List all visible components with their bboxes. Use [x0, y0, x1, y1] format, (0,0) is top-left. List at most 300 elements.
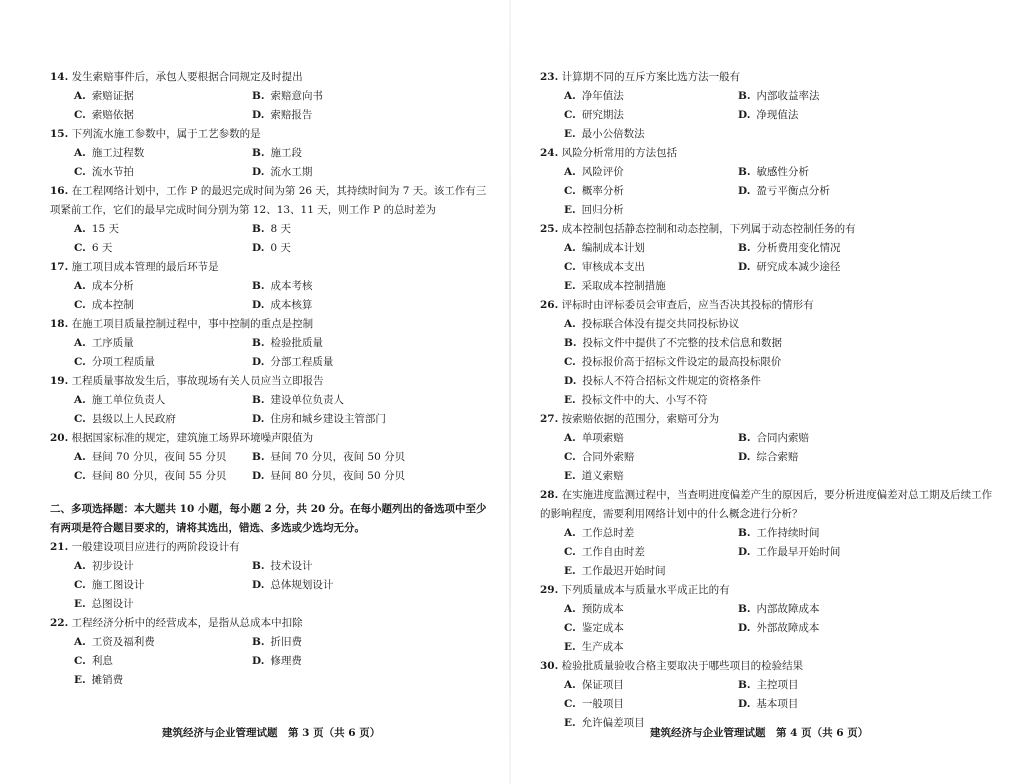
answer-options	[540, 600, 1000, 657]
option-text: 建设单位负责人	[270, 394, 345, 406]
answer-option	[564, 524, 738, 543]
answer-option	[252, 467, 452, 486]
answer-option	[252, 633, 452, 652]
option-text: 内部故障成本	[756, 603, 820, 615]
answer-option	[74, 410, 252, 429]
option-letter: B.	[252, 451, 265, 463]
option-text: 工资及福利费	[91, 636, 155, 648]
question-number: 21.	[50, 541, 69, 553]
option-letter: A.	[74, 223, 86, 235]
answer-option	[252, 220, 452, 239]
option-text: 索赔意向书	[270, 90, 324, 102]
answer-option	[738, 600, 938, 619]
question-number: 25.	[540, 223, 559, 235]
answer-option	[564, 467, 738, 486]
option-text: 一般项目	[581, 698, 624, 710]
answer-options	[50, 334, 490, 372]
answer-options	[540, 429, 1000, 486]
option-letter: C.	[74, 299, 86, 311]
option-text: 索赔依据	[91, 109, 134, 121]
option-letter: C.	[74, 166, 86, 178]
option-text: 敏感性分析	[756, 166, 810, 178]
option-letter: C.	[564, 356, 576, 368]
option-text: 索赔报告	[270, 109, 313, 121]
question-number: 18.	[50, 318, 69, 330]
option-letter: E.	[564, 128, 576, 140]
answer-option	[252, 334, 452, 353]
option-letter: E.	[564, 394, 576, 406]
answer-option	[564, 353, 1000, 372]
option-letter: B.	[738, 242, 751, 254]
answer-option	[738, 258, 938, 277]
answer-options	[540, 524, 1000, 581]
answer-option	[738, 448, 938, 467]
answer-option	[252, 353, 452, 372]
option-letter: B.	[738, 432, 751, 444]
option-letter: A.	[74, 394, 86, 406]
option-letter: B.	[252, 147, 265, 159]
option-letter: A.	[74, 337, 86, 349]
option-text: 工作持续时间	[756, 527, 820, 539]
answer-option	[74, 239, 252, 258]
answer-options	[50, 633, 490, 690]
option-letter: D.	[252, 413, 265, 425]
answer-option	[252, 277, 452, 296]
option-letter: E.	[564, 470, 576, 482]
question-text: 下列流水施工参数中，属于工艺参数的是	[71, 128, 261, 140]
option-text: 6 天	[91, 242, 113, 254]
option-letter: C.	[564, 185, 576, 197]
question-text: 计算期不同的互斥方案比选方法一般有	[561, 71, 741, 83]
option-text: 盈亏平衡点分析	[756, 185, 830, 197]
option-text: 0 天	[270, 242, 291, 254]
answer-option	[74, 595, 252, 614]
answer-option	[738, 676, 938, 695]
option-text: 允许偏差项目	[581, 717, 645, 729]
option-letter: D.	[738, 261, 751, 273]
option-text: 施工过程数	[91, 147, 145, 159]
answer-option	[74, 296, 252, 315]
option-letter: B.	[738, 603, 751, 615]
answer-option	[252, 87, 452, 106]
option-text: 工作最迟开始时间	[581, 565, 666, 577]
option-letter: E.	[564, 204, 576, 216]
answer-option	[74, 652, 252, 671]
option-text: 总图设计	[91, 598, 134, 610]
answer-option	[564, 600, 738, 619]
question-text: 评标时由评标委员会审查后，应当否决其投标的情形有	[561, 299, 814, 311]
option-text: 鉴定成本	[581, 622, 624, 634]
question-stem	[50, 614, 490, 633]
answer-options	[50, 87, 490, 125]
answer-option	[564, 638, 738, 657]
option-letter: B.	[252, 90, 265, 102]
answer-option	[564, 87, 738, 106]
question-number: 30.	[540, 660, 559, 672]
option-text: 概率分析	[581, 185, 624, 197]
question-stem	[50, 429, 490, 448]
answer-option	[564, 676, 738, 695]
option-text: 利息	[91, 655, 113, 667]
option-letter: C.	[74, 356, 86, 368]
option-text: 投标文件中提供了不完整的技术信息和数据	[582, 337, 783, 349]
option-text: 分析费用变化情况	[756, 242, 841, 254]
answer-option	[74, 106, 252, 125]
answer-option	[738, 524, 938, 543]
answer-option	[74, 87, 252, 106]
option-letter: B.	[738, 90, 751, 102]
option-letter: E.	[564, 641, 576, 653]
answer-option	[74, 144, 252, 163]
answer-option	[564, 239, 738, 258]
answer-option	[564, 258, 738, 277]
question-text: 施工项目成本管理的最后环节是	[71, 261, 219, 273]
answer-options	[50, 391, 490, 429]
option-text: 15 天	[91, 223, 120, 235]
option-letter: A.	[564, 90, 576, 102]
answer-options	[540, 163, 1000, 220]
option-letter: B.	[252, 337, 265, 349]
question-stem	[540, 657, 1000, 676]
answer-option	[564, 315, 1000, 334]
option-letter: D.	[738, 698, 751, 710]
option-letter: C.	[74, 109, 86, 121]
answer-option	[564, 334, 1000, 353]
answer-option	[74, 353, 252, 372]
answer-option	[738, 106, 938, 125]
option-text: 投标人不符合招标文件规定的资格条件	[582, 375, 761, 387]
page-4-footer: 建筑经济与企业管理试题 第 4 页（共 6 页）	[650, 727, 869, 739]
option-text: 成本核算	[270, 299, 313, 311]
question-stem	[50, 372, 490, 391]
option-text: 摊销费	[91, 674, 124, 686]
question-number: 28.	[540, 489, 559, 501]
answer-option	[564, 448, 738, 467]
option-text: 昼间 80 分贝，夜间 55 分贝	[91, 470, 227, 482]
option-text: 生产成本	[581, 641, 624, 653]
option-text: 8 天	[270, 223, 292, 235]
option-text: 投标报价高于招标文件设定的最高投标限价	[581, 356, 782, 368]
option-text: 索赔证据	[91, 90, 134, 102]
question-stem	[50, 538, 490, 557]
answer-option	[564, 277, 738, 296]
question-text: 工程质量事故发生后，事故现场有关人员应当立即报告	[71, 375, 324, 387]
answer-option	[252, 391, 452, 410]
answer-option	[252, 448, 452, 467]
option-letter: A.	[74, 90, 86, 102]
option-text: 最小公倍数法	[581, 128, 645, 140]
option-letter: C.	[74, 655, 86, 667]
question-text: 在工程网络计划中，工作 P 的最迟完成时间为第 26 天，其持续时间为 7 天。该工作有三项紧前工作，它们的最早完成时间分别为第 12、13、11 天，则工作 P 的总时差为	[50, 185, 487, 216]
answer-option	[252, 106, 452, 125]
option-letter: A.	[74, 451, 86, 463]
option-text: 研究成本减少途径	[756, 261, 841, 273]
question-stem	[50, 68, 490, 87]
question-number: 19.	[50, 375, 69, 387]
answer-option	[564, 619, 738, 638]
option-letter: C.	[74, 470, 86, 482]
option-text: 预防成本	[581, 603, 624, 615]
option-letter: B.	[738, 166, 751, 178]
option-text: 技术设计	[270, 560, 313, 572]
option-letter: A.	[564, 318, 576, 330]
option-text: 研究期法	[581, 109, 624, 121]
option-letter: D.	[252, 109, 265, 121]
question-number: 20.	[50, 432, 69, 444]
answer-option	[564, 391, 1000, 410]
answer-options	[50, 144, 490, 182]
question-stem	[540, 410, 1000, 429]
question-number: 17.	[50, 261, 69, 273]
answer-option	[738, 619, 938, 638]
answer-option	[564, 201, 738, 220]
answer-option	[252, 163, 452, 182]
answer-option	[564, 429, 738, 448]
question-stem	[50, 125, 490, 144]
question-stem	[50, 258, 490, 277]
page-3-footer: 建筑经济与企业管理试题 第 3 页（共 6 页）	[162, 727, 381, 739]
option-letter: C.	[564, 451, 576, 463]
answer-option	[564, 182, 738, 201]
answer-option	[564, 125, 738, 144]
question-number: 27.	[540, 413, 559, 425]
answer-options	[50, 220, 490, 258]
answer-option	[564, 695, 738, 714]
option-letter: E.	[564, 565, 576, 577]
answer-option	[74, 467, 252, 486]
question-stem	[540, 486, 1000, 524]
answer-options	[540, 315, 1000, 410]
answer-option	[74, 671, 252, 690]
option-letter: D.	[252, 655, 265, 667]
option-letter: A.	[564, 679, 576, 691]
option-text: 昼间 70 分贝，夜间 55 分贝	[91, 451, 227, 463]
option-text: 单项索赔	[581, 432, 624, 444]
answer-option	[74, 557, 252, 576]
answer-option	[738, 182, 938, 201]
option-text: 分部工程质量	[270, 356, 334, 368]
right-question-column	[540, 68, 1000, 733]
answer-options	[540, 87, 1000, 144]
answer-options	[50, 448, 490, 486]
answer-option	[252, 576, 452, 595]
answer-option	[738, 239, 938, 258]
option-text: 净现值法	[756, 109, 799, 121]
question-text: 检验批质量验收合格主要取决于哪些项目的检验结果	[561, 660, 804, 672]
answer-option	[252, 557, 452, 576]
answer-option	[564, 562, 738, 581]
option-text: 昼间 80 分贝，夜间 50 分贝	[270, 470, 405, 482]
question-number: 29.	[540, 584, 559, 596]
option-letter: C.	[74, 579, 86, 591]
option-text: 综合索赔	[756, 451, 799, 463]
option-letter: B.	[564, 337, 577, 349]
option-text: 工序质量	[91, 337, 134, 349]
option-letter: A.	[74, 147, 86, 159]
option-text: 流水工期	[270, 166, 313, 178]
answer-option	[252, 296, 452, 315]
answer-option	[738, 163, 938, 182]
option-letter: D.	[738, 185, 751, 197]
option-text: 外部故障成本	[756, 622, 820, 634]
question-text: 一般建设项目应进行的两阶段设计有	[71, 541, 240, 553]
option-text: 工作自由时差	[581, 546, 645, 558]
option-letter: D.	[738, 622, 751, 634]
option-letter: E.	[564, 280, 576, 292]
answer-option	[252, 144, 452, 163]
option-text: 采取成本控制措施	[581, 280, 666, 292]
question-stem	[50, 315, 490, 334]
option-letter: A.	[74, 560, 86, 572]
question-number: 15.	[50, 128, 69, 140]
option-letter: B.	[252, 394, 265, 406]
option-letter: B.	[252, 560, 265, 572]
answer-option	[74, 277, 252, 296]
option-letter: D.	[738, 546, 751, 558]
option-letter: A.	[74, 636, 86, 648]
option-text: 回归分析	[581, 204, 624, 216]
option-text: 分项工程质量	[91, 356, 155, 368]
option-letter: A.	[564, 242, 576, 254]
answer-option	[738, 543, 938, 562]
option-letter: C.	[564, 109, 576, 121]
question-stem	[540, 144, 1000, 163]
question-text: 按索赔依据的范围分，索赔可分为	[561, 413, 720, 425]
section-heading-multiple-choice: 二、多项选择题：本大题共 10 小题，每小题 2 分，共 20 分。在每小题列出的备选项中至少有两项是符合题目要求的，请将其选出，错选、多选或少选均无分。	[50, 503, 487, 534]
answer-option	[74, 163, 252, 182]
option-text: 昼间 70 分贝，夜间 50 分贝	[270, 451, 406, 463]
option-letter: C.	[564, 622, 576, 634]
option-letter: B.	[738, 679, 751, 691]
option-text: 风险评价	[581, 166, 624, 178]
option-text: 工作总时差	[581, 527, 635, 539]
option-text: 折旧费	[270, 636, 303, 648]
question-number: 24.	[540, 147, 559, 159]
option-letter: C.	[564, 546, 576, 558]
option-text: 净年值法	[581, 90, 624, 102]
option-letter: C.	[564, 698, 576, 710]
option-letter: D.	[252, 166, 265, 178]
answer-options	[50, 277, 490, 315]
question-stem	[50, 182, 490, 220]
option-letter: C.	[74, 413, 86, 425]
option-letter: D.	[252, 579, 265, 591]
option-letter: E.	[74, 598, 86, 610]
option-letter: B.	[252, 223, 265, 235]
question-text: 成本控制包括静态控制和动态控制，下列属于动态控制任务的有	[561, 223, 856, 235]
option-letter: C.	[564, 261, 576, 273]
option-letter: D.	[738, 451, 751, 463]
option-letter: A.	[564, 432, 576, 444]
answer-option	[564, 372, 1000, 391]
answer-options	[50, 557, 490, 614]
option-text: 工作最早开始时间	[756, 546, 841, 558]
page-4	[512, 0, 1024, 784]
option-letter: D.	[738, 109, 751, 121]
option-text: 施工图设计	[91, 579, 145, 591]
option-letter: D.	[564, 375, 577, 387]
option-text: 县级以上人民政府	[91, 413, 176, 425]
option-text: 成本分析	[91, 280, 134, 292]
option-text: 道义索赔	[581, 470, 624, 482]
option-text: 成本考核	[270, 280, 313, 292]
answer-option	[564, 106, 738, 125]
question-stem	[540, 220, 1000, 239]
option-letter: A.	[564, 603, 576, 615]
option-text: 修理费	[270, 655, 302, 667]
option-letter: A.	[564, 527, 576, 539]
question-number: 23.	[540, 71, 559, 83]
option-text: 合同外索赔	[581, 451, 635, 463]
answer-option	[252, 239, 452, 258]
option-letter: C.	[74, 242, 86, 254]
question-stem	[540, 581, 1000, 600]
option-text: 内部收益率法	[756, 90, 820, 102]
answer-option	[74, 576, 252, 595]
answer-option	[738, 429, 938, 448]
answer-option	[252, 410, 452, 429]
option-text: 流水节拍	[91, 166, 134, 178]
answer-option	[564, 543, 738, 562]
question-text: 在施工项目质量控制过程中，事中控制的重点是控制	[71, 318, 314, 330]
option-text: 检验批质量	[270, 337, 324, 349]
option-text: 施工单位负责人	[91, 394, 166, 406]
question-number: 14.	[50, 71, 69, 83]
question-stem	[540, 68, 1000, 87]
option-letter: D.	[252, 299, 265, 311]
option-text: 保证项目	[581, 679, 624, 691]
option-text: 初步设计	[91, 560, 134, 572]
question-number: 26.	[540, 299, 559, 311]
left-question-column	[50, 68, 490, 690]
answer-option	[252, 652, 452, 671]
answer-option	[738, 87, 938, 106]
option-text: 施工段	[270, 147, 303, 159]
option-letter: A.	[564, 166, 576, 178]
option-text: 投标文件中的大、小写不符	[581, 394, 708, 406]
answer-option	[74, 334, 252, 353]
answer-option	[74, 448, 252, 467]
question-text: 风险分析常用的方法包括	[561, 147, 678, 159]
question-stem	[540, 296, 1000, 315]
question-number: 16.	[50, 185, 69, 197]
question-text: 工程经济分析中的经营成本，是指从总成本中扣除	[71, 617, 303, 629]
answer-option	[74, 220, 252, 239]
option-text: 合同内索赔	[756, 432, 810, 444]
option-letter: B.	[738, 527, 751, 539]
question-text: 根据国家标准的规定，建筑施工场界环境噪声限值为	[71, 432, 314, 444]
question-text: 在实施进度监测过程中，当查明进度偏差产生的原因后，要分析进度偏差对总工期及后续工作的影响程度，需要利用网络计划中的什么概念进行分析？	[540, 489, 993, 520]
answer-options	[540, 239, 1000, 296]
option-text: 主控项目	[756, 679, 799, 691]
option-letter: D.	[252, 356, 265, 368]
answer-option	[74, 391, 252, 410]
answer-option	[74, 633, 252, 652]
question-text: 发生索赔事件后，承包人要根据合同规定及时提出	[71, 71, 303, 83]
option-letter: D.	[252, 470, 265, 482]
option-letter: A.	[74, 280, 86, 292]
answer-option	[564, 163, 738, 182]
option-text: 成本控制	[91, 299, 134, 311]
option-letter: D.	[252, 242, 265, 254]
option-letter: B.	[252, 636, 265, 648]
option-letter: E.	[74, 674, 86, 686]
option-letter: B.	[252, 280, 265, 292]
option-text: 总体规划设计	[270, 579, 334, 591]
option-text: 编制成本计划	[581, 242, 645, 254]
option-text: 基本项目	[756, 698, 799, 710]
option-text: 住房和城乡建设主管部门	[270, 413, 386, 425]
